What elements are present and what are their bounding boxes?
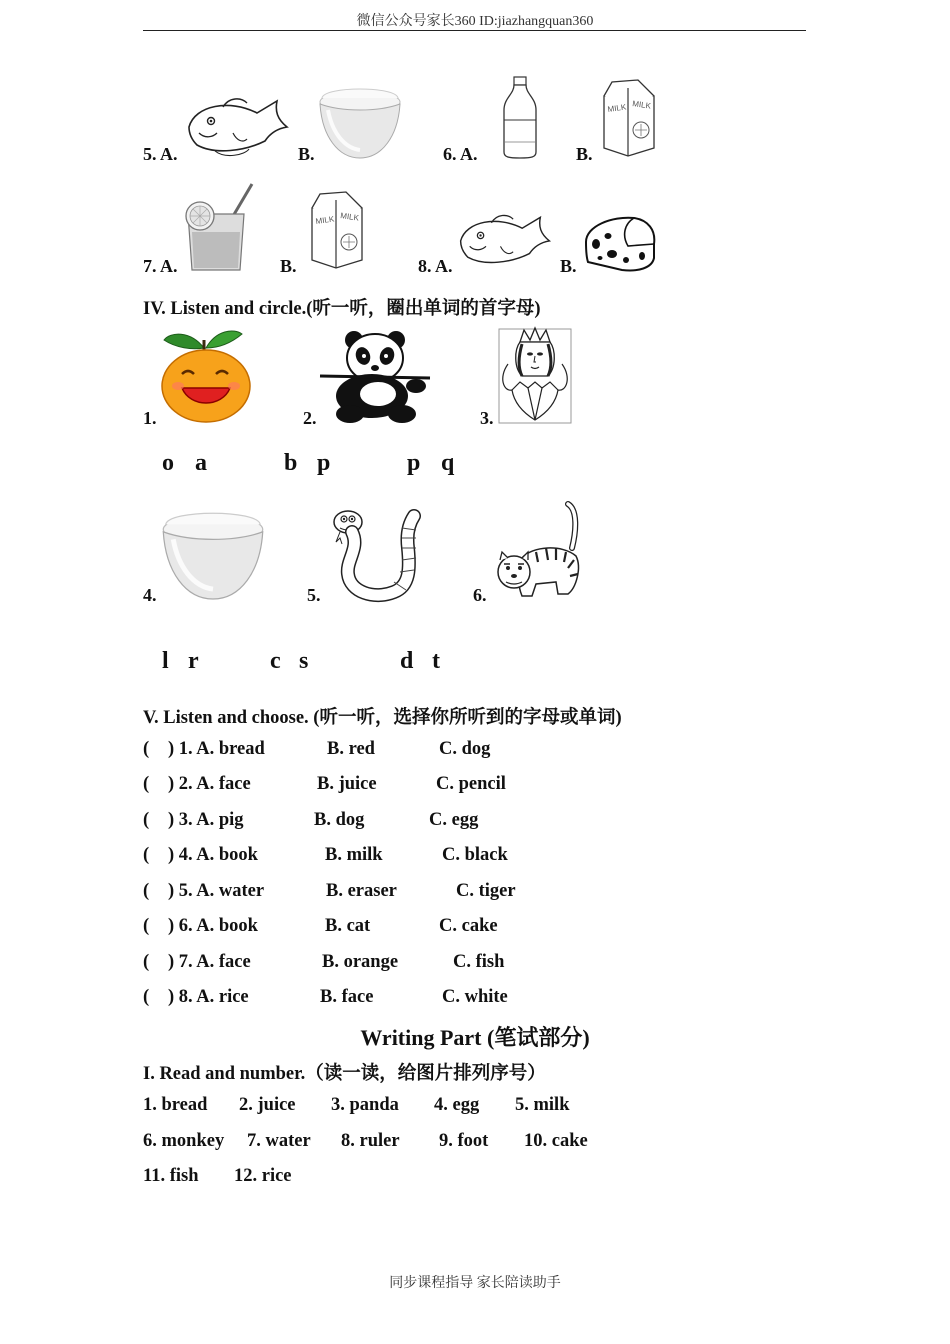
p4-letter-5a[interactable]: c bbox=[270, 648, 281, 674]
q8-b-label: B. bbox=[560, 256, 577, 276]
tiger-icon bbox=[492, 502, 586, 602]
p5-q3-c: C. egg bbox=[429, 810, 479, 830]
p5-q4-paren[interactable]: ( bbox=[143, 845, 150, 865]
svg-text:MILK: MILK bbox=[631, 99, 652, 111]
cheese-icon bbox=[582, 212, 658, 274]
p4-letter-2b[interactable]: p bbox=[317, 450, 331, 476]
p5-q3-a: ) 3. A. pig bbox=[168, 810, 244, 830]
rice-bowl-icon bbox=[318, 88, 402, 162]
p4-item6-num: 6. bbox=[473, 585, 487, 605]
p5-q5-a: ) 5. A. water bbox=[168, 881, 265, 901]
p4-letter-4b[interactable]: r bbox=[188, 648, 199, 674]
p4-letter-1b[interactable]: a bbox=[195, 450, 207, 476]
p5-q2-b: B. juice bbox=[317, 774, 377, 794]
p5-q6-a: ) 6. A. book bbox=[168, 916, 258, 936]
p5-q5-b: B. eraser bbox=[326, 881, 397, 901]
milk-carton-icon bbox=[306, 190, 366, 270]
p5-q5-c: C. tiger bbox=[456, 881, 516, 901]
word-5: 5. milk bbox=[515, 1095, 570, 1115]
writing-part-title: Writing Part (笔试部分) bbox=[360, 1025, 590, 1050]
p4-letter-5b[interactable]: s bbox=[299, 648, 309, 674]
word-1: 1. bread bbox=[143, 1095, 208, 1115]
milk-carton-icon bbox=[598, 78, 658, 158]
p5-q2-c: C. pencil bbox=[436, 774, 506, 794]
p5-q1-a: ) 1. A. bread bbox=[168, 739, 265, 759]
header-divider bbox=[143, 30, 806, 31]
p5-q1-paren[interactable]: ( bbox=[143, 739, 150, 759]
snake-icon bbox=[330, 508, 422, 602]
p5-q7-c: C. fish bbox=[453, 952, 505, 972]
queen-icon bbox=[498, 328, 572, 424]
word-10: 10. cake bbox=[524, 1131, 588, 1151]
p4-item1-num: 1. bbox=[143, 408, 157, 428]
p5-q8-c: C. white bbox=[442, 987, 508, 1007]
p4-item2-num: 2. bbox=[303, 408, 317, 428]
q7-b-label: B. bbox=[280, 256, 297, 276]
p5-q5-paren[interactable]: ( bbox=[143, 881, 150, 901]
p4-letter-4a[interactable]: l bbox=[162, 648, 169, 674]
fish-icon bbox=[457, 210, 553, 270]
orange-icon bbox=[160, 326, 252, 424]
water-bottle-icon bbox=[500, 76, 540, 160]
p5-q1-c: C. dog bbox=[439, 739, 491, 759]
p5-q3-b: B. dog bbox=[314, 810, 365, 830]
p5-q4-c: C. black bbox=[442, 845, 508, 865]
p5-q7-a: ) 7. A. face bbox=[168, 952, 251, 972]
p5-q3-paren[interactable]: ( bbox=[143, 810, 150, 830]
p4-letter-3a[interactable]: p bbox=[407, 450, 421, 476]
word-7: 7. water bbox=[247, 1131, 311, 1151]
page-header: 微信公众号家长360 ID:jiazhangquan360 bbox=[356, 14, 594, 29]
p5-q4-a: ) 4. A. book bbox=[168, 845, 258, 865]
q5-b-label: B. bbox=[298, 144, 315, 164]
q6-a-label: 6. A. bbox=[443, 144, 478, 164]
word-11: 11. fish bbox=[143, 1166, 199, 1186]
part5-heading: V. Listen and choose. (听一听，选择你所听到的字母或单词) bbox=[143, 708, 622, 728]
word-4: 4. egg bbox=[434, 1095, 480, 1115]
q6-b-label: B. bbox=[576, 144, 593, 164]
p4-letter-2a[interactable]: b bbox=[284, 450, 298, 476]
q8-a-label: 8. A. bbox=[418, 256, 453, 276]
q7-a-label: 7. A. bbox=[143, 256, 178, 276]
p4-letter-6a[interactable]: d bbox=[400, 648, 414, 674]
p4-item3-num: 3. bbox=[480, 408, 494, 428]
p5-q7-paren[interactable]: ( bbox=[143, 952, 150, 972]
panda-icon bbox=[320, 330, 430, 424]
p5-q6-c: C. cake bbox=[439, 916, 498, 936]
p4-item5-num: 5. bbox=[307, 585, 321, 605]
part4-heading: IV. Listen and circle.(听一听，圈出单词的首字母) bbox=[143, 299, 541, 319]
p5-q2-a: ) 2. A. face bbox=[168, 774, 251, 794]
rice-bowl-icon bbox=[160, 512, 266, 604]
fish-icon bbox=[185, 93, 291, 159]
juice-glass-icon bbox=[182, 182, 258, 274]
word-9: 9. foot bbox=[439, 1131, 489, 1151]
writing-heading: I. Read and number.（读一读，给图片排列序号） bbox=[143, 1064, 546, 1084]
word-8: 8. ruler bbox=[341, 1131, 400, 1151]
p5-q8-b: B. face bbox=[320, 987, 374, 1007]
p4-letter-1a[interactable]: o bbox=[162, 450, 174, 476]
p5-q6-b: B. cat bbox=[325, 916, 371, 936]
word-6: 6. monkey bbox=[143, 1131, 225, 1151]
p5-q1-b: B. red bbox=[327, 739, 375, 759]
p4-letter-6b[interactable]: t bbox=[432, 648, 440, 674]
p5-q2-paren[interactable]: ( bbox=[143, 774, 150, 794]
p5-q4-b: B. milk bbox=[325, 845, 383, 865]
word-2: 2. juice bbox=[239, 1095, 296, 1115]
p5-q7-b: B. orange bbox=[322, 952, 399, 972]
word-3: 3. panda bbox=[331, 1095, 399, 1115]
svg-text:MILK: MILK bbox=[339, 211, 360, 223]
p5-q8-a: ) 8. A. rice bbox=[168, 987, 249, 1007]
p4-item4-num: 4. bbox=[143, 585, 157, 605]
word-12: 12. rice bbox=[234, 1166, 292, 1186]
svg-text:MILK: MILK bbox=[315, 214, 335, 226]
q5-a-label: 5. A. bbox=[143, 144, 178, 164]
p5-q6-paren[interactable]: ( bbox=[143, 916, 150, 936]
p5-q8-paren[interactable]: ( bbox=[143, 987, 150, 1007]
page-footer: 同步课程指导 家长陪读助手 bbox=[389, 1276, 561, 1291]
svg-text:MILK: MILK bbox=[607, 102, 627, 114]
p4-letter-3b[interactable]: q bbox=[441, 450, 455, 476]
